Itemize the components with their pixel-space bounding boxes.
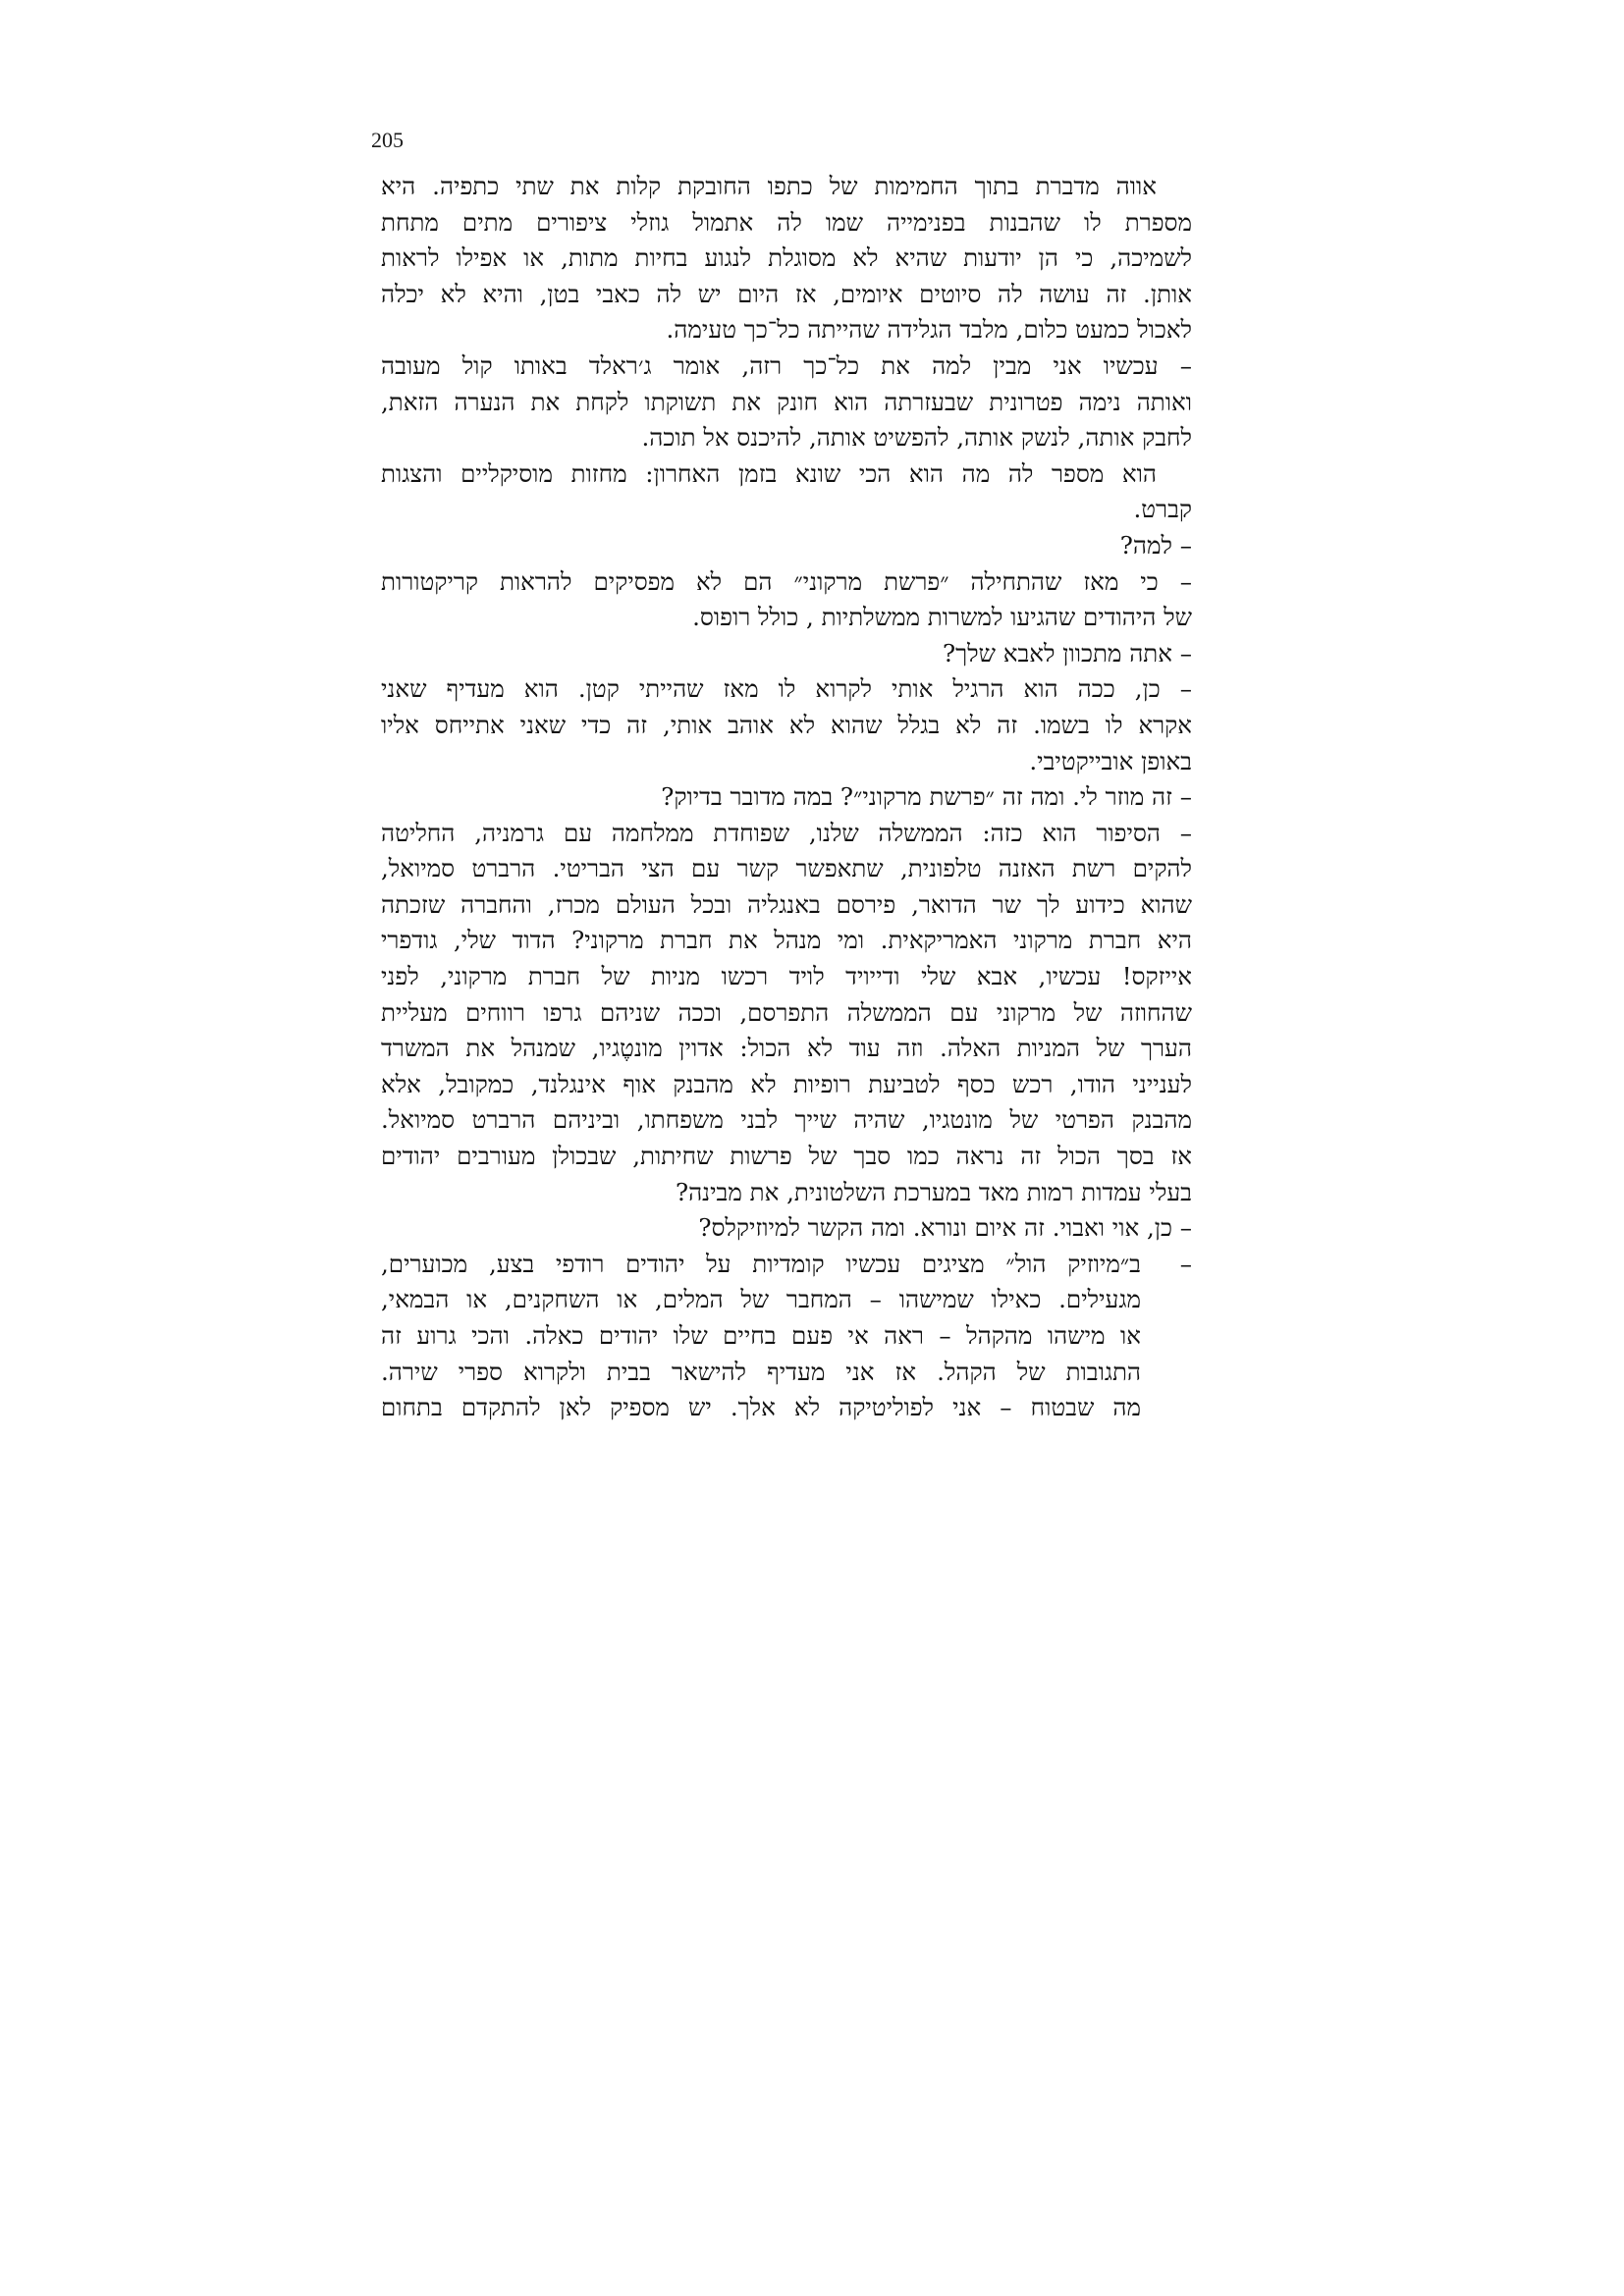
text-line: – אתה מתכוון לאבא שלך? bbox=[942, 638, 1192, 667]
text-line: – כי מאז שהתחילה ״פרשת מרקוני״ הם לא מפסיקים להראות קריקטורות bbox=[381, 566, 1192, 596]
text-line: – עכשיו אני מבין למה את כל־כך רזה, אומר ג׳ראלד באותו קול מעובה bbox=[381, 350, 1192, 380]
text-line: ב״מיוזיק הול״ מציגים עכשיו קומדיות על יהודים רודפי בצע, מכוערים, bbox=[381, 1249, 1141, 1278]
text-line: להקים רשת האזנה טלפונית, שתאפשר קשר עם הצי הבריטי. הרברט סמיואל, bbox=[381, 854, 1192, 883]
body-text bbox=[381, 169, 1192, 1426]
em-dash: – bbox=[1179, 1249, 1192, 1278]
text-line: – למה? bbox=[1119, 530, 1192, 560]
text-line: לענייני הודו, רכש כסף לטביעת רופיות לא מהבנק אוף אינגלנד, כמקובל, אלא bbox=[381, 1069, 1192, 1098]
text-line: – הסיפור הוא כזה: הממשלה שלנו, שפוחדת ממלחמה עם גרמניה, החליטה bbox=[381, 818, 1192, 847]
text-line: לחבק אותה, לנשק אותה, להפשיט אותה, להיכנס אל תוכה. bbox=[641, 423, 1192, 453]
text-line: אותן. זה עושה לה סיוטים איומים, אז היום יש לה כאבי בטן, והיא לא יכלה bbox=[381, 279, 1192, 308]
text-line: שהוא כידוע לך שר הדואר, פירסם באנגליה ובכל העולם מכרז, והחברה שזכתה bbox=[381, 889, 1192, 919]
text-line: – כן, ככה הוא הרגיל אותי לקרוא לו מאז שהייתי קטן. הוא מעדיף שאני bbox=[381, 674, 1192, 704]
text-line: מספרת לו שהבנות בפנימייה שמו לה אתמול גוזלי ציפורים מתים מתחת bbox=[381, 207, 1192, 237]
text-line: – זה מוזר לי. ומה זה ״פרשת מרקוני״? במה מדובר בדיוק? bbox=[661, 782, 1192, 812]
text-line: שהחוזה של מרקוני עם הממשלה התפרסם, וככה שניהם גרפו רווחים מעליית bbox=[381, 997, 1192, 1027]
text-line: אייזקס! עכשיו, אבא שלי ודייויד לויד רכשו מניות של חברת מרקוני, לפני bbox=[381, 962, 1192, 991]
text-line: ואותה נימה פטרונית שבעזרתה הוא חונק את תשוקתו לקחת את הנערה הזאת, bbox=[381, 387, 1192, 416]
text-line: של היהודים שהגיעו למשרות ממשלתיות , כולל רופוס. bbox=[692, 603, 1192, 632]
text-line: הוא מספר לה מה הוא הכי שונא בזמן האחרון: מחזות מוסיקליים והצגות bbox=[381, 458, 1157, 488]
text-line: היא חברת מרקוני האמריקאית. ומי מנהל את חברת מרקוני? הדוד שלי, גודפרי bbox=[381, 926, 1192, 955]
text-line: מה שבטוח – אני לפוליטיקה לא אלך. יש מספיק לאן להתקדם בתחום bbox=[381, 1393, 1141, 1422]
text-line: התגובות של הקהל. אז אני מעדיף להישאר בבית ולקרוא ספרי שירה. bbox=[381, 1357, 1141, 1386]
text-line: לשמיכה, כי הן יודעות שהיא לא מסוגלת לנגוע בחיות מתות, או אפילו לראות bbox=[381, 243, 1192, 273]
text-line: מהבנק הפרטי של מונטגיו, שהיה שייך לבני משפחתו, וביניהם הרברט סמיואל. bbox=[381, 1105, 1192, 1135]
text-line: קברט. bbox=[1133, 495, 1192, 524]
text-line: אווה מדברת בתוך החמימות של כתפו החובקת קלות את שתי כתפיה. היא bbox=[381, 172, 1157, 200]
list-paragraph-first-line bbox=[381, 1247, 1192, 1283]
text-line: אז בסך הכול זה נראה כמו סבך של פרשות שחיתות, שבכולן מעורבים יהודים bbox=[381, 1142, 1192, 1171]
text-line: בעלי עמדות רמות מאד במערכת השלטונית, את מבינה? bbox=[675, 1177, 1192, 1206]
text-line: לאכול כמעט כלום, מלבד הגלידה שהייתה כל־כך טעימה. bbox=[666, 315, 1192, 345]
text-line: – כן, אוי ואבוי. זה איום ונורא. ומה הקשר למיוזיקלס? bbox=[698, 1213, 1192, 1243]
text-line: באופן אובייקטיבי. bbox=[1029, 746, 1192, 775]
text-line: אקרא לו בשמו. זה לא בגלל שהוא לא אוהב אותי, זה כדי שאני אתייחס אליו bbox=[381, 710, 1192, 739]
page-number: 205 bbox=[371, 128, 404, 152]
text-line: מגעילים. כאילו שמישהו – המחבר של המלים, או השחקנים, או הבמאי, bbox=[381, 1285, 1141, 1314]
text-line: או מישהו מהקהל – ראה אי פעם בחיים שלו יהודים כאלה. והכי גרוע זה bbox=[381, 1321, 1141, 1350]
text-line: הערך של המניות האלה. וזה עוד לא הכול: אדוין מונטֶגיו, שמנהל את המשרד bbox=[381, 1034, 1192, 1063]
